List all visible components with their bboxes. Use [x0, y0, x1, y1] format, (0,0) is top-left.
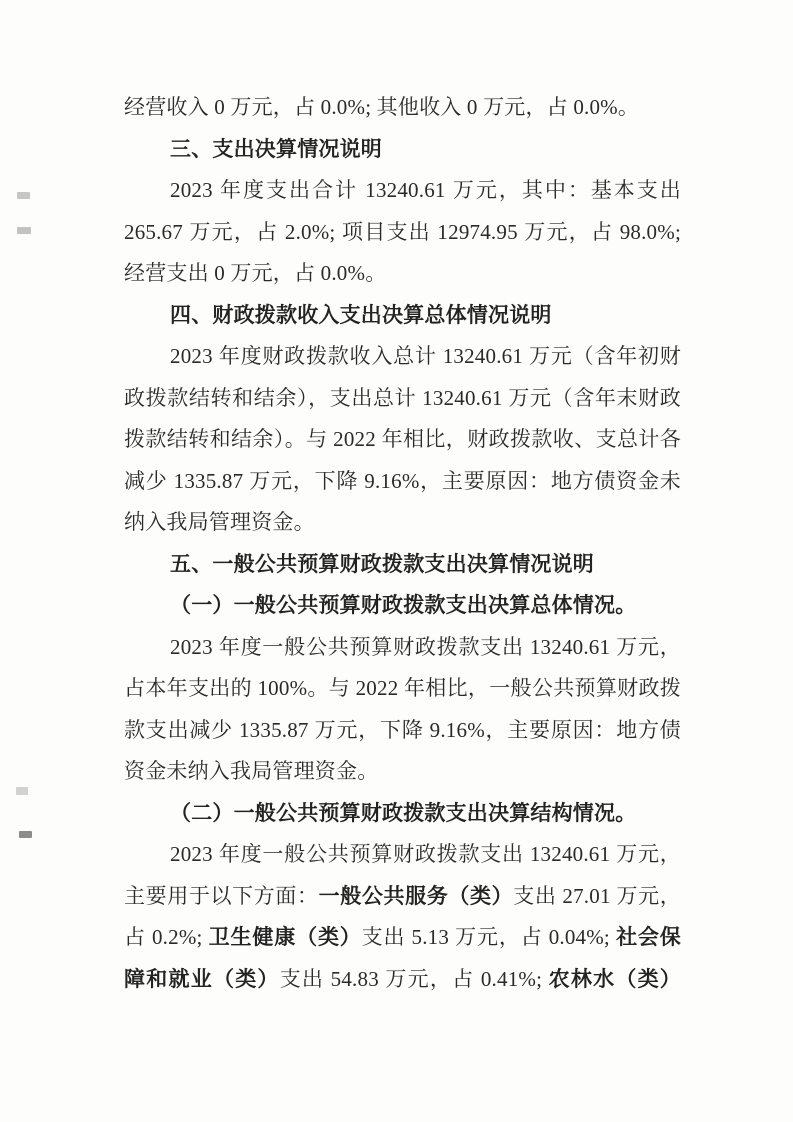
text-segment: 减少 1335.87 万元，下降 9.16%，主要原因：地方债资金未 — [124, 468, 681, 493]
para-general-budget-line-3 — [124, 710, 681, 752]
para-fiscal-appropriation-line-3 — [124, 419, 681, 461]
heading-section-3 — [124, 129, 681, 171]
para-expenditure-line-2 — [124, 212, 681, 254]
emphasis-text-segment: 一般公共服务（类） — [318, 884, 514, 908]
para-expenditure-line-1 — [124, 170, 681, 212]
text-segment: 支出 27.01 万元， — [513, 883, 681, 908]
para-fiscal-appropriation-line-1 — [124, 336, 681, 378]
text-segment: 款支出减少 1335.87 万元，下降 9.16%，主要原因：地方债 — [124, 717, 681, 742]
para-general-budget-line-4 — [124, 751, 681, 793]
heading-section-5 — [124, 544, 681, 586]
text-segment: 政拨款结转和结余），支出总计 13240.61 万元（含年末财政 — [124, 385, 681, 410]
para-budget-structure-line-4 — [124, 959, 681, 1001]
para-expenditure-line-3 — [124, 253, 681, 295]
para-budget-structure-line-2 — [124, 876, 681, 918]
emphasis-text-segment: 四、财政拨款收入支出决算总体情况说明 — [170, 303, 552, 327]
text-segment: 主要用于以下方面： — [124, 883, 319, 908]
emphasis-text-segment: 三、支出决算情况说明 — [170, 137, 382, 161]
scanner-speck — [17, 227, 31, 234]
emphasis-text-segment: 卫生健康（类） — [208, 926, 362, 949]
para-fiscal-appropriation-line-2 — [124, 378, 681, 420]
emphasis-text-segment: 五、一般公共预算财政拨款支出决算情况说明 — [170, 552, 594, 576]
emphasis-text-segment: 障和就业（类） — [124, 967, 280, 991]
emphasis-text-segment: （二）一般公共预算财政拨款支出决算结构情况。 — [170, 801, 637, 825]
text-segment: 2023 年度支出合计 13240.61 万元，其中：基本支出 — [170, 178, 681, 202]
emphasis-text-segment: （一）一般公共预算财政拨款支出决算总体情况。 — [170, 594, 637, 617]
text-segment: 经营支出 0 万元，占 0.0%。 — [124, 261, 387, 285]
text-segment: 支出 5.13 万元，占 0.04%; — [361, 925, 617, 949]
emphasis-text-segment: 社会保 — [616, 926, 681, 949]
heading-section-5-1 — [124, 585, 681, 627]
emphasis-text-segment: 农林水（类） — [548, 967, 682, 991]
text-segment: 纳入我局管理资金。 — [124, 510, 315, 534]
para-general-budget-line-2 — [124, 668, 681, 710]
para-fiscal-appropriation-line-5 — [124, 502, 681, 544]
text-segment: 支出 54.83 万元，占 0.41%; — [279, 966, 549, 991]
scanner-speck — [16, 787, 28, 795]
scanner-speck — [17, 192, 30, 199]
text-segment: 2023 年度财政拨款收入总计 13240.61 万元（含年初财 — [170, 344, 681, 368]
para-budget-structure-line-3 — [124, 917, 681, 959]
para-fiscal-appropriation-line-4 — [124, 461, 681, 503]
para-income-tail-line — [124, 87, 681, 129]
para-general-budget-line-1 — [124, 627, 681, 669]
heading-section-5-2 — [124, 793, 681, 835]
document-body — [124, 87, 681, 1000]
heading-section-4 — [124, 295, 681, 337]
scanner-speck — [19, 831, 32, 838]
text-segment: 经营收入 0 万元，占 0.0%; 其他收入 0 万元，占 0.0%。 — [124, 95, 640, 119]
text-segment: 占 0.2%; — [124, 925, 209, 949]
text-segment: 2023 年度一般公共预算财政拨款支出 13240.61 万元， — [170, 634, 681, 659]
text-segment: 拨款结转和结余）。与 2022 年相比，财政拨款收、支总计各 — [124, 427, 681, 451]
para-budget-structure-line-1 — [124, 834, 681, 876]
text-segment: 2023 年度一般公共预算财政拨款支出 13240.61 万元， — [170, 842, 681, 866]
text-segment: 265.67 万元，占 2.0%; 项目支出 12974.95 万元，占 98.0%; — [124, 219, 681, 244]
text-segment: 资金未纳入我局管理资金。 — [124, 759, 379, 783]
text-segment: 占本年支出的 100%。与 2022 年相比，一般公共预算财政拨 — [124, 676, 681, 700]
